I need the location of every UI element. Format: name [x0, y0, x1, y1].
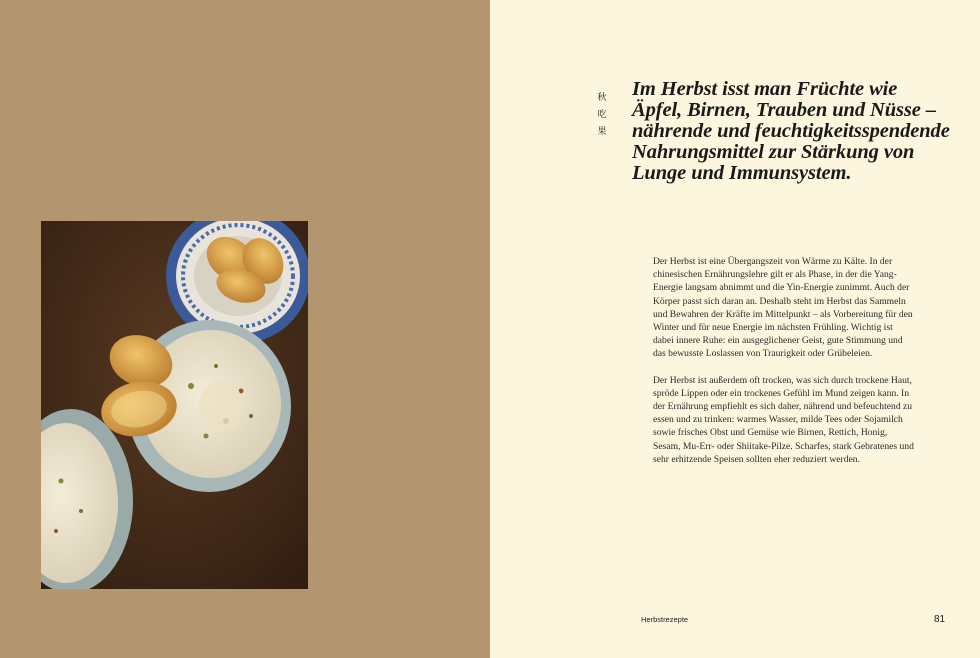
chinese-char: 吃	[597, 110, 607, 120]
food-photo	[41, 221, 308, 589]
footer-section-label: Herbstrezepte	[641, 615, 689, 624]
body-text	[653, 255, 915, 479]
headline: Im Herbst isst man Früchte wie Äpfel, Birnen, Trauben und Nüsse – nährende und feuchtigkeitsspendende Nahrungsmittel zur Stärkung von Lunge und Immunsystem.	[632, 78, 950, 184]
body-paragraph: Der Herbst ist eine Übergangszeit von Wärme zu Kälte. In der chinesischen Ernährungslehre gilt er als Phase, in der die Yang-Energie langsam abnimmt und die Yin-Energie zunimmt. Auch der Körper passt sich daran an. Deshalb steht im Herbst das Sammeln und Bewahren der Kräfte im Mittelpunkt – als Vorbereitung für den Winter und für neue Energie im nächsten Frühling. Wichtig ist dabei innere Ruhe: ein ausgeglichener Geist, gute Stimmung und das bewusste Loslassen von Traurigkeit oder Grübeleien.	[653, 256, 913, 360]
page-number: 81	[934, 614, 946, 625]
chinese-char: 秋	[597, 93, 607, 103]
chinese-vertical-title	[595, 90, 609, 141]
body-paragraph: Der Herbst ist außerdem oft trocken, was sich durch trockene Haut, spröde Lippen oder ein trockenes Gefühl im Mund zeigen kann. In der Ernährung empfiehlt es sich daher, nährend und befeuchtend zu essen und zu trinken: warmes Wasser, milde Tees oder Sojamilch sowie frisches Obst und Gemüse wie Birnen, Rettich, Honig, Sesam, Mu-Err- oder Shiitake-Pilze. Scharfes, stark Gebratenes und sehr erhitzende Speisen sollten eher reduziert werden.	[653, 374, 914, 465]
chinese-char: 果	[597, 127, 607, 137]
